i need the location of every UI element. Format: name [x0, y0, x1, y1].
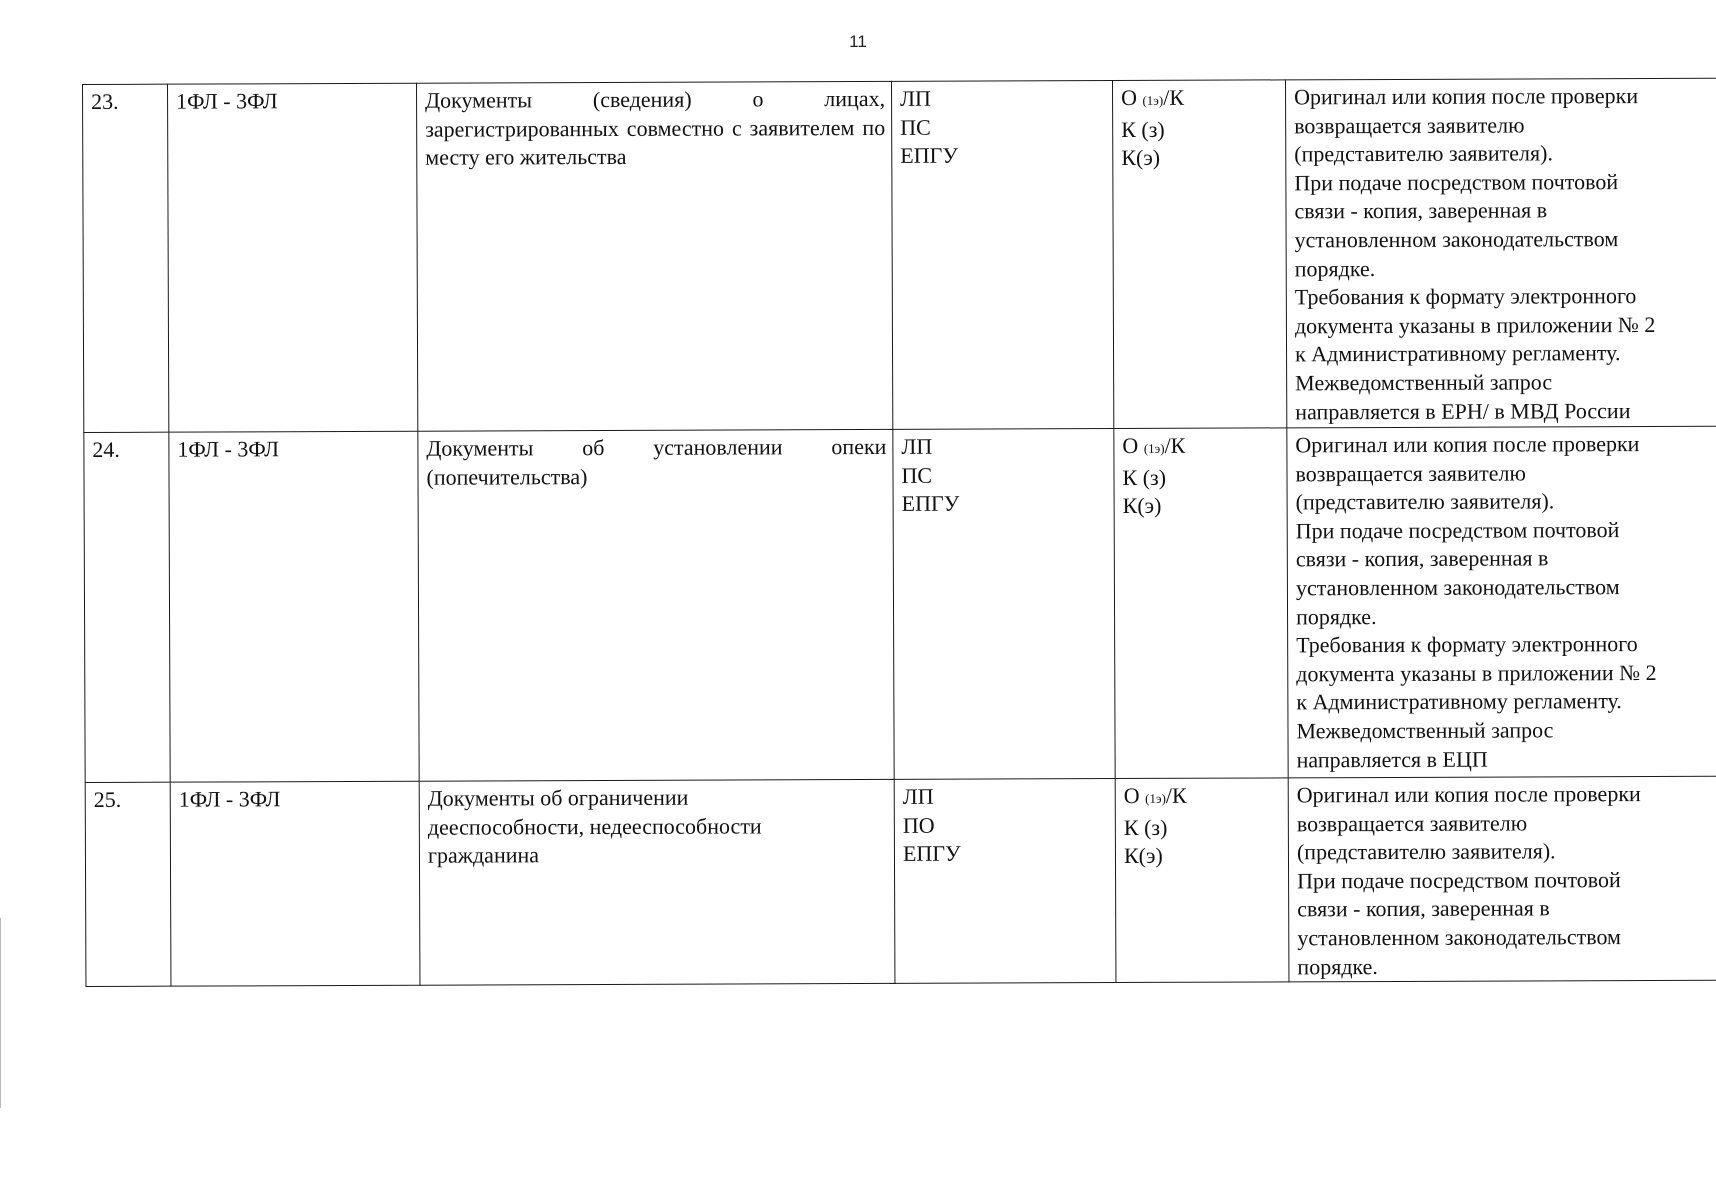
note-line: При подаче посредством почтовой	[1297, 866, 1621, 894]
scan-edge-mark	[0, 918, 1, 1108]
note-line: порядке.	[1297, 953, 1378, 979]
document-name	[419, 779, 895, 985]
page-number: 11	[849, 32, 867, 51]
document-name: Документы (сведения) о лицах, зарегистрированных совместно с заявителем по месту его жительства	[416, 81, 892, 431]
document-forms	[1115, 778, 1289, 983]
document-name: Документы об установлении опеки (попечительства)	[418, 429, 894, 781]
submission-way: ЕПГУ	[901, 490, 960, 517]
submission-way: ПС	[900, 114, 931, 140]
document-form: К(э)	[1121, 145, 1161, 171]
note-line: возвращается заявителю	[1296, 810, 1528, 836]
document-form: К(э)	[1122, 493, 1162, 519]
document-name-line: Документы об ограничении	[427, 784, 689, 811]
submission-way: ПС	[901, 462, 933, 488]
note-line: возвращается заявителю	[1294, 112, 1525, 138]
documents-table	[82, 78, 1716, 988]
note-line: порядке.	[1296, 603, 1377, 629]
table-row	[84, 426, 1716, 782]
note-line: установленном законодательством	[1295, 574, 1620, 601]
applicant-category: 1ФЛ - 3ФЛ	[168, 83, 418, 432]
submission-way: ЕПГУ	[900, 142, 958, 169]
note-line: (представителю заявителя).	[1296, 838, 1556, 865]
note-line: к Административному регламенту.	[1294, 340, 1621, 367]
submission-way: ПО	[902, 812, 935, 838]
note-line: При подаче посредством почтовой	[1295, 516, 1620, 544]
note-line: Оригинал или копия после проверки	[1294, 83, 1639, 110]
document-name-line: дееспособности, недееспособности	[427, 812, 762, 840]
document-forms	[1114, 428, 1288, 779]
note-line: (представителю заявителя).	[1295, 488, 1555, 515]
note-line: связи - копия, заверенная в	[1294, 197, 1548, 224]
note-line: связи - копия, заверенная в	[1295, 545, 1549, 572]
note-line: Межведомственный запрос	[1295, 369, 1553, 396]
row-number: 25.	[85, 782, 171, 986]
note-line: При подаче посредством почтовой	[1294, 168, 1619, 196]
document-form: О (1э)/К	[1121, 84, 1185, 111]
submission-ways	[893, 429, 1115, 780]
note-line: направляется в ЕРН/ в МВД России	[1295, 397, 1631, 424]
note-line: порядке.	[1294, 255, 1376, 281]
document-form: К (з)	[1121, 116, 1165, 142]
document-form: К (з)	[1123, 814, 1168, 840]
document-forms	[1112, 80, 1286, 429]
note-line: к Административному регламенту.	[1296, 688, 1622, 715]
document-form: О (1э)/К	[1123, 782, 1187, 809]
note-line: документа указаны в приложении № 2	[1294, 311, 1656, 339]
submission-way: ЛП	[901, 433, 933, 459]
applicant-category: 1ФЛ - 3ФЛ	[170, 781, 420, 986]
table-row	[85, 776, 1716, 987]
document-form: К(э)	[1123, 843, 1163, 869]
note	[1285, 78, 1716, 428]
note-line: установленном законодательством	[1297, 924, 1621, 951]
note	[1287, 426, 1716, 778]
note	[1288, 776, 1716, 982]
note-line: направляется в ЕЦП	[1296, 746, 1488, 772]
note-line: Требования к формату электронного	[1294, 283, 1637, 310]
note-line: установленном законодательством	[1294, 226, 1619, 253]
applicant-category: 1ФЛ - 3ФЛ	[169, 431, 419, 782]
submission-ways	[891, 81, 1113, 430]
row-number: 23.	[83, 84, 169, 432]
table-row	[83, 78, 1716, 432]
note-line: Оригинал или копия после проверки	[1296, 781, 1641, 808]
note-line: возвращается заявителю	[1295, 460, 1526, 486]
note-line: связи - копия, заверенная в	[1297, 895, 1550, 922]
document-form: К (з)	[1122, 464, 1167, 490]
document-form: О (1э)/К	[1122, 432, 1186, 459]
document-name-line: гражданина	[427, 842, 540, 868]
note-line: Требования к формату электронного	[1296, 631, 1638, 658]
note-line: (представителю заявителя).	[1294, 140, 1553, 167]
submission-way: ЛП	[900, 85, 931, 111]
submission-way: ЕПГУ	[902, 840, 961, 867]
note-line: Оригинал или копия после проверки	[1295, 431, 1640, 458]
row-number: 24.	[84, 432, 170, 782]
note-line: документа указаны в приложении № 2	[1296, 659, 1657, 687]
note-line: Межведомственный запрос	[1296, 717, 1554, 744]
submission-ways	[894, 779, 1116, 984]
submission-way: ЛП	[902, 783, 934, 809]
